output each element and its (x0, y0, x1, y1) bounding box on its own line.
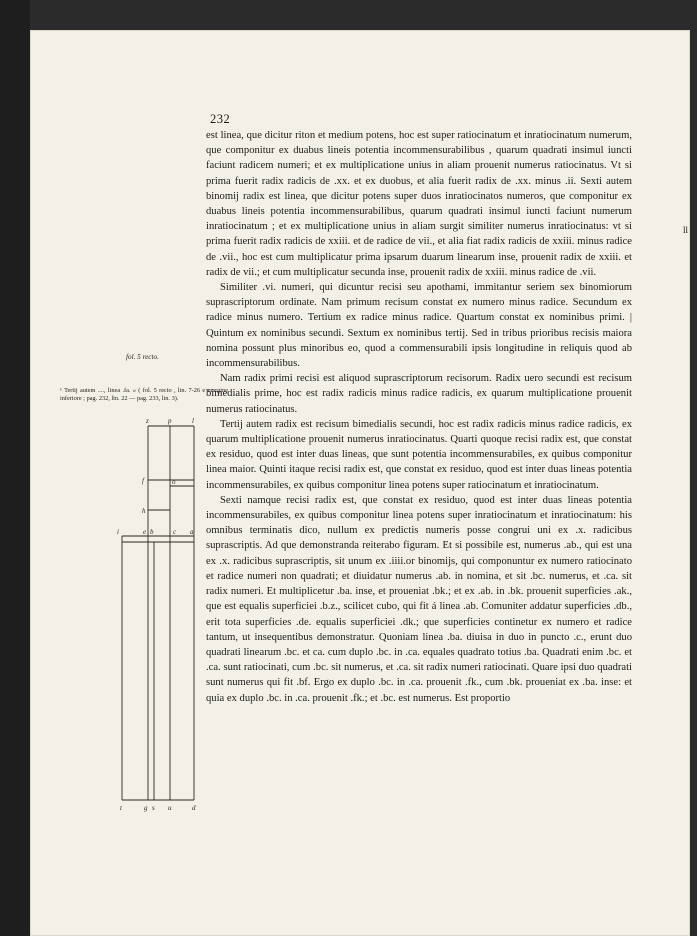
fig-label-e: e (143, 528, 147, 536)
fig-label-a: a (190, 528, 194, 536)
fig-label-d: d (192, 804, 196, 812)
fig-label-z: z (146, 418, 149, 425)
page-number: 232 (210, 112, 231, 126)
body-text (206, 128, 632, 706)
edge-mark: ll (682, 225, 688, 235)
paragraph: est linea, que dicitur riton et medium potens, hoc est super ratiocinatum et inratiocinatum numerum, que componitur ex duabus lineis potentia incommensurabilibus , quarum quadrati insimul iuncti faciunt radicem numeri; et ex multiplicatione unius in aliam prouenit numerus ratiocinatus. Vt si prima fuerit radix radicis de .xx. et ex duobus, et alia fuerit radix de .xx. minus .ii. Sexti autem binomij radix est linea, que dicitur potens super duos inratiocinatos numeros, que componitur ex duabus lineis potentia incommensurabilibus, quarum quadrati insimul iuncti faciunt numerum inratiocinatum ; et ex multiplicatione unius in aliam surgit similiter numerus inratiocinatus: vt si prima fuerit radix radicis de xxiii. et de radice de vii., et alia fiat radix radicis de xxiii. minus radice de .vii., hoc est cum multiplicatur prima ipsarum duarum linearum inse, prouenit radix de xxiii. et radix de vii.; et cum multiplicatur secunda inse, prouenit radix de xxiii. minus radice de .vii. (206, 130, 632, 278)
fig-label-f: f (142, 477, 144, 485)
geometric-figure (88, 418, 206, 813)
fig-label-t: t (120, 804, 122, 812)
fig-label-b: b (150, 528, 154, 536)
fig-label-i: i (117, 528, 119, 536)
scanner-border (0, 0, 30, 936)
fig-label-p: p (168, 418, 172, 425)
fig-label-o: o (172, 478, 176, 486)
paragraph: Sexti namque recisi radix est, que constat ex residuo, quod est inter duas lineas potentia incommensurabiles, ex quibus componitur linea potens super inratiocinatum et inratiocinatum: his omnibus terminatis dico, nullum ex predictis numeris posse congrui uni ex .x. radicibus suprascriptis. Ad que demonstranda reiterabo figuram. Et si possibile est, numerus .ab., qui est una ex .x. radicibus suprascriptis, sit unum ex .iiii.or binomijs, qui componuntur ex numero ratiocinato et radice numeri non quadrati; et diuidatur numerus .ab. in nomina, et sit .bc. numerus, et .ca. sit radix numeri. Et multiplicetur .ba. inse, et proueniat .bk.; et ex .ab. in .bk. prouenit superficies .ak., que est equalis superficiei .b.z., scilicet cubo, qui fit á linea .ab. Comuniter addatur superficies .db., erit tota superficies .de. equalis superficiei .dk.; que superficies continetur ex numero et radice tantum, ut insequentibus demonstratur. Quoniam linea .ba. diuisa in duo in puncto .c., erunt duo quadrati linearum .bc. et ca. cum duplo .bc. in .ca. equales quadrato totius .ba. Quadrati enim .bc. et .ca. sunt ratiocinati, cum .bc. sit numerus, et .ca. sit radix numeri ratiocinati. Quare ipsi duo quadrati sunt numerus qui fit .bf. Ergo ex duplo .bc. in .ca. prouenit .fk., cum .bk. proueniat ex .ba. inse: et quia ex duplo .bc. in .ca. prouenit .fk.; et .bc. est numerus. Est proportio (206, 494, 632, 704)
fig-label-u: u (168, 804, 172, 812)
fig-label-g: g (144, 804, 148, 812)
paragraph: Nam radix primi recisi est aliquod suprascriptorum recisorum. Radix uero secundi est recisum bimedialis prime, hoc est radix radicis minus radice radicis, ex quarum multiplicatione prouenit numerus ratiocinatus. (206, 373, 632, 415)
footnote: ¹ Tertij autem ...., linea .fa. » ( fol. 5 recto , lin. 7-26 e margine inferiore ; pag. 232, lin. 22 — pag. 233, lin. 3). (60, 387, 228, 402)
fig-label-c: c (173, 528, 177, 536)
paragraph: Similiter .vi. numeri, qui dicuntur recisi seu apothami, immitantur seriem sex binomiorum suprascriptorum ordinate. Nam primum recisum constat ex numero minus radice. Secundum ex radice minus numero. Tertium ex radice minus radice. Quartum constat ex nominibus primi. | Quintum ex nominibus secundi. Sextum ex nominibus tertij. Sed in tribus prioribus recisis maiora nomina possunt plus minoribus eo, quod a commensurabili ipsis longitudine in reliquis quod ab incommensurabilibus. (206, 282, 632, 370)
book-page (30, 30, 690, 936)
paragraph: Tertij autem radix est recisum bimedialis secundi, hoc est radix radicis minus radice radicis, ex quarum multiplicatione prouenit numerus inratiocinatus. Quarti quoque recisi radix est, que constat ex residuo, quod est inter duas lineas, que sunt potentia incommensurabiles, ex quibus componitur linea maior. Quinti itaque recisi radix est, que constat ex residuo, quod est inter duas lineas potentia incommensurabiles, ex quibus componitur linea potens super ratiocinatum et inratiocinatum. (206, 418, 632, 491)
margin-reference: fol. 5 recto. (126, 353, 159, 361)
fig-label-h: h (142, 507, 146, 515)
fig-label-s: s (152, 804, 155, 812)
fig-label-l: l (192, 418, 194, 425)
